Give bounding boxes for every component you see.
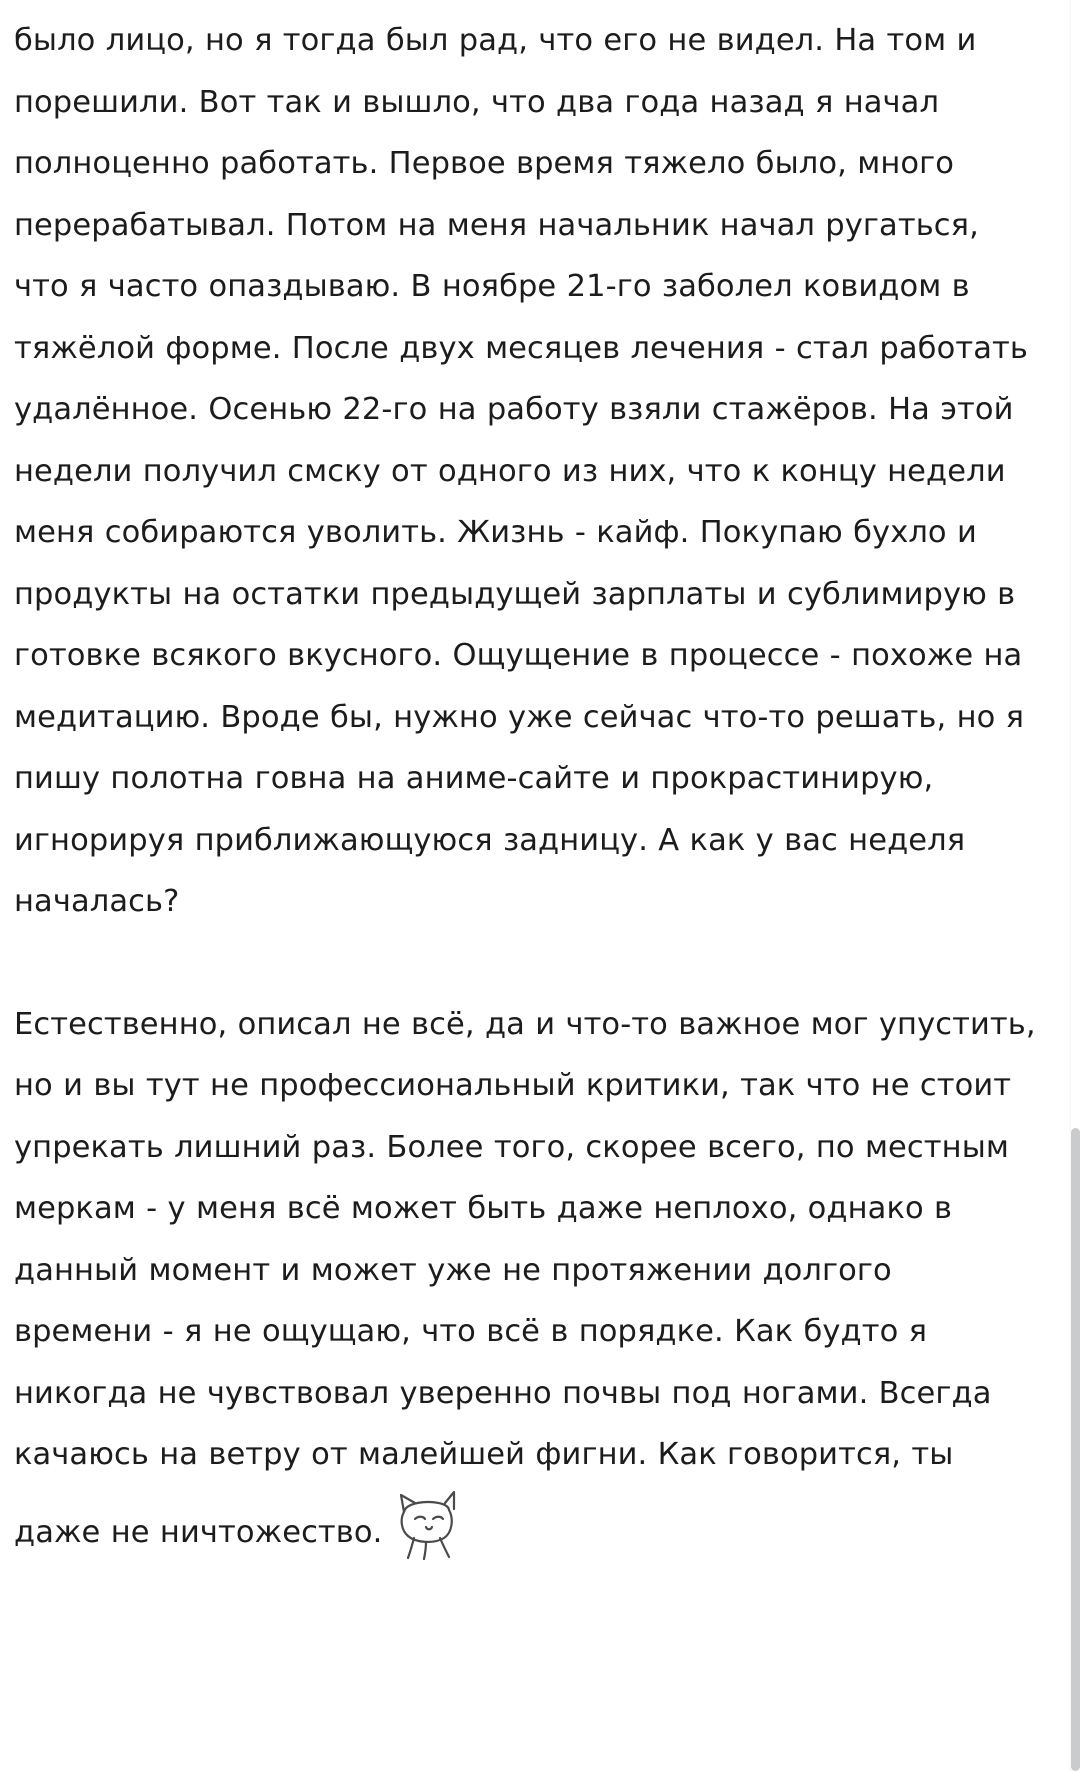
cat-sticker: [388, 1486, 466, 1560]
post-body: [14, 10, 1036, 1563]
vertical-scrollbar[interactable]: [1071, 1128, 1080, 1771]
paragraph-2: [14, 994, 1036, 1564]
paragraph-2-text: Естественно, описал не всё, да и что-то важное мог упустить, но и вы тут не профессиональный критики, так что не стоит упрекать лишний раз. Более того, скорее всего, по местным меркам - у меня всё может быть даже неплохо, однако в данный момент и может уже не протяжении долгого времени - я не ощущаю, что всё в порядке. Как будто я никогда не чувствовал уверенно почвы под ногами. Всегда качаюсь на ветру от малейшей фигни. Как говорится, ты даже не ничтожество.: [14, 1006, 1036, 1550]
paragraph-1: было лицо, но я тогда был рад, что его не видел. На том и порешили. Вот так и вышло, что два года назад я начал полноценно работать. Первое время тяжело было, много перерабатывал. Потом на меня начальник начал ругаться, что я часто опаздываю. В ноябре 21-го заболел ковидом в тяжёлой форме. После двух месяцев лечения - стал работать удалённое. Осенью 22-го на работу взяли стажёров. На этой недели получил смску от одного из них, что к концу недели меня собираются уволить. Жизнь - кайф. Покупаю бухло и продукты на остатки предыдущей зарплаты и сублимирую в готовке всякого вкусного. Ощущение в процессе - похоже на медитацию. Вроде бы, нужно уже сейчас что-то решать, но я пишу полотна говна на аниме-сайте и прокрастинирую, игнорируя приближающуюся задницу. А как у вас неделя началась?: [14, 23, 1028, 919]
